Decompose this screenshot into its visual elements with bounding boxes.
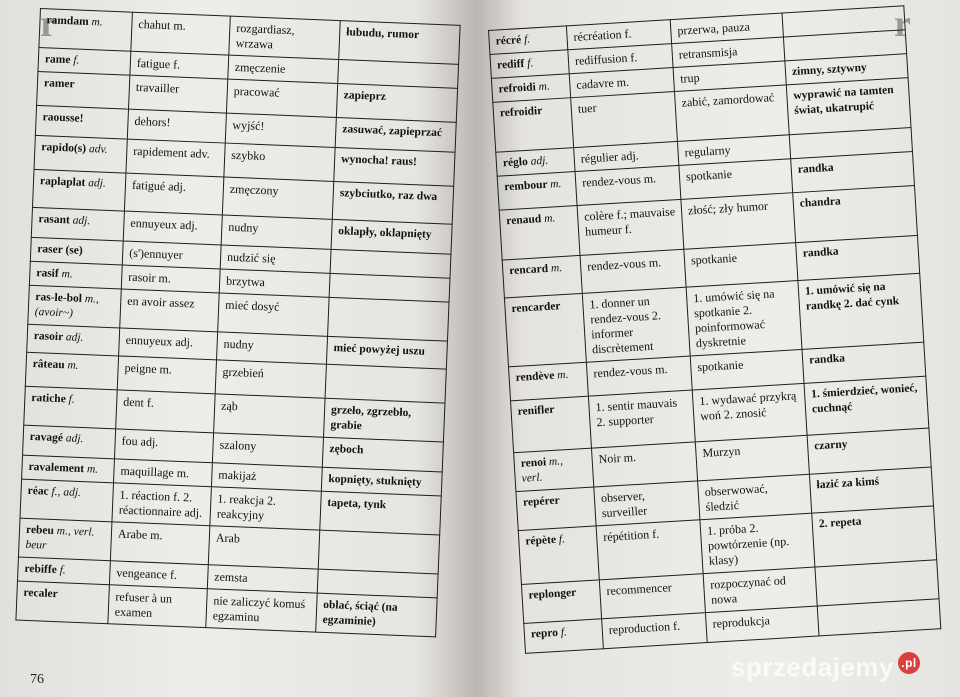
polish-translation: zabić, zamordować (674, 85, 789, 142)
part-of-speech: m. (86, 463, 99, 476)
french-equivalent: rapidement adv. (126, 139, 225, 177)
part-of-speech: f. (523, 33, 531, 46)
polish-slang: łazić za kimś (809, 467, 933, 513)
headword-cell (37, 71, 130, 109)
part-of-speech: m. (67, 359, 79, 372)
polish-slang: randka (796, 235, 920, 280)
left-page (0, 0, 474, 697)
polish-slang: zapieprz (336, 84, 457, 123)
headword: repérer (522, 494, 560, 509)
polish-slang: zęboch (322, 437, 443, 472)
section-letter: r (894, 3, 911, 45)
french-equivalent: ennuyeux adj. (123, 211, 222, 245)
headword: rencard (508, 262, 549, 278)
watermark-logo (731, 652, 920, 683)
french-equivalent: 1. donner un rendez-vous 2. informer discrètement (582, 287, 690, 362)
polish-slang (318, 530, 439, 574)
polish-slang: zimny, sztywny (785, 54, 908, 85)
part-of-speech: m. (550, 262, 563, 275)
french-equivalent: fatigué adj. (124, 173, 223, 215)
part-of-speech: f. (68, 393, 75, 406)
polish-slang: wyprawić na tamten świat, ukatrupić (786, 78, 911, 135)
part-of-speech: adj. (65, 432, 84, 446)
headword-cell (29, 261, 122, 289)
headword: rendève (515, 369, 555, 384)
headword-cell (521, 580, 601, 624)
french-equivalent: peigne m. (117, 356, 216, 394)
section-letter: r (40, 3, 57, 45)
polish-translation: zmęczenie (228, 55, 339, 83)
french-equivalent: dehors! (127, 109, 226, 143)
polish-translation: zmęczony (222, 177, 333, 219)
french-equivalent: dent f. (116, 390, 215, 433)
polish-slang: kopnięty, stuknięty (321, 467, 442, 496)
headword-cell (35, 105, 128, 139)
polish-translation: wyjść! (225, 113, 336, 147)
polish-translation: spotkanie (684, 243, 798, 288)
polish-slang: zasuwać, zapieprzać (335, 117, 456, 152)
polish-translation: nudzić się (220, 245, 331, 273)
polish-translation: 1. próba 2. powtórzenie (np. klasy) (700, 513, 815, 574)
french-equivalent: vengeance f. (109, 561, 208, 589)
headword-cell (504, 293, 586, 367)
headword: recaler (23, 586, 58, 601)
headword-cell (28, 285, 121, 328)
headword-cell (32, 169, 125, 211)
french-equivalent: ennuyeux adj. (119, 328, 218, 360)
french-equivalent: 1. sentir mauvais 2. supporter (588, 390, 695, 448)
part-of-speech: adj. (88, 177, 107, 190)
headword-cell (23, 425, 116, 459)
part-of-speech: m. (556, 368, 569, 382)
dictionary-table-right (488, 5, 941, 654)
polish-translation: obserwować, śledzić (698, 474, 812, 520)
polish-slang: randka (802, 342, 926, 383)
headword-cell (24, 386, 117, 429)
headword-cell (493, 98, 574, 153)
polish-slang: tapeta, tynk (320, 491, 441, 535)
headword-cell (502, 255, 582, 298)
polish-slang: randka (791, 152, 915, 193)
french-equivalent: 1. réaction f. 2. réactionnaire adj. (112, 483, 211, 526)
polish-translation: ząb (214, 394, 325, 437)
headword-cell (22, 455, 115, 483)
headword-cell (30, 237, 123, 265)
headword-cell (509, 362, 589, 401)
french-equivalent: recommencer (599, 574, 705, 619)
polish-translation: spotkanie (690, 349, 804, 390)
part-of-speech: f. (558, 533, 566, 546)
french-equivalent: rasoir m. (121, 265, 220, 293)
part-of-speech: m. (91, 16, 103, 29)
french-equivalent: colère f.; mauvaise humeur f. (577, 199, 684, 255)
headword: rembour (504, 178, 548, 194)
french-equivalent: reproduction f. (602, 613, 708, 649)
headword: ramer (43, 77, 75, 91)
part-of-speech: f. (526, 57, 534, 70)
polish-translation: Arab (208, 526, 319, 569)
polish-translation: makijaż (211, 463, 322, 491)
french-equivalent: chahut m. (131, 12, 230, 55)
headword-cell (514, 448, 594, 492)
part-of-speech: m. (549, 177, 562, 191)
headword: rame (44, 53, 71, 67)
polish-translation: pracować (226, 79, 337, 117)
part-of-speech: f. (73, 54, 80, 67)
headword-cell (20, 479, 113, 522)
polish-translation: szalony (212, 433, 323, 467)
headword: râteau (32, 357, 65, 372)
french-equivalent: fatigue f. (130, 51, 229, 79)
polish-translation: mieć dosyć (218, 293, 329, 336)
polish-translation: rozpoczynać od nowa (703, 567, 817, 613)
headword: renoi (520, 456, 547, 470)
french-equivalent: observer, surveiller (594, 481, 700, 526)
headword-cell (34, 135, 127, 173)
part-of-speech: m., verl. (521, 455, 564, 485)
headword-cell (499, 206, 580, 261)
polish-slang: wynocha! raus! (334, 147, 455, 186)
part-of-speech: m. (538, 80, 551, 94)
part-of-speech: adv. (88, 143, 108, 156)
headword: ramdam (46, 14, 89, 28)
headword: raousse! (42, 111, 84, 125)
polish-translation: reprodukcja (705, 606, 819, 643)
headword: ravalement (28, 460, 85, 476)
headword: raplaplat (39, 175, 86, 189)
polish-translation: regularny (677, 135, 790, 166)
headword: raser (se) (37, 243, 83, 257)
french-equivalent: Noir m. (591, 442, 697, 487)
polish-slang: mieć powyżej uszu (326, 336, 447, 369)
french-equivalent: cadavre m. (569, 68, 674, 98)
polish-translation: 1. wydawać przykrą woń 2. znosić (692, 383, 807, 442)
watermark-badge: .pl (898, 652, 920, 674)
part-of-speech: m. (543, 212, 556, 225)
french-equivalent: fou adj. (114, 429, 213, 463)
headword: refroidi (498, 81, 537, 96)
polish-translation: 1. umówić się na spotkanie 2. poinformować dyskretnie (686, 281, 802, 357)
dictionary-table-left (15, 8, 460, 637)
headword-cell (518, 526, 599, 585)
french-equivalent: rendez-vous m. (575, 165, 681, 205)
polish-slang: szybciutko, raz dwa (332, 181, 453, 224)
headword: rasoir (33, 330, 64, 344)
polish-slang: łubudu, rumor (339, 21, 460, 65)
polish-translation: brzytwa (219, 269, 330, 297)
headword: rencarder (511, 300, 561, 316)
part-of-speech: f. (560, 626, 568, 639)
french-equivalent: travailler (129, 75, 228, 113)
polish-translation: retransmisja (672, 37, 785, 68)
french-equivalent: récréation f. (566, 20, 671, 50)
watermark-text: sprzedajemy (730, 652, 894, 682)
headword-cell (17, 557, 110, 585)
right-page (474, 0, 960, 697)
french-equivalent: (s')ennuyer (122, 241, 221, 269)
part-of-speech: m., (avoir~) (34, 293, 100, 320)
headword: ravagé (29, 430, 64, 445)
headword: rebiffe (24, 562, 58, 577)
headword: rapido(s) (41, 141, 87, 155)
french-equivalent: répétition f. (596, 520, 703, 580)
headword: répète (525, 533, 557, 548)
polish-translation: nudny (221, 215, 332, 249)
polish-slang (328, 297, 449, 341)
french-equivalent: régulier adj. (574, 141, 679, 171)
part-of-speech: f., adj. (51, 485, 82, 500)
french-equivalent: Arabe m. (110, 522, 209, 565)
part-of-speech: m., verl. beur (25, 525, 95, 552)
headword-cell (516, 487, 596, 531)
polish-translation: trup (673, 61, 786, 92)
polish-slang: grzeło, zgrzebło, grabie (324, 398, 445, 442)
part-of-speech: f. (59, 564, 67, 577)
headword: rediff (496, 57, 525, 72)
polish-translation: 1. reakcja 2. reakcyjny (210, 487, 321, 530)
headword: ratiche (31, 391, 67, 406)
part-of-speech: m. (61, 268, 73, 281)
headword: replonger (528, 586, 577, 602)
headword-cell (497, 172, 577, 211)
polish-translation: grzebień (215, 360, 326, 398)
polish-slang (817, 599, 941, 636)
polish-translation: złość; zły humor (681, 193, 796, 250)
headword-cell (39, 9, 132, 52)
polish-translation: szybko (224, 143, 335, 181)
french-equivalent: rendez-vous m. (580, 249, 686, 293)
headword: renifler (517, 403, 555, 418)
polish-slang: 1. umówić się na randkę 2. dać cynk (798, 273, 924, 349)
polish-slang: czarny (807, 428, 931, 474)
polish-slang: oblać, ściąć (na egzaminie) (316, 593, 437, 637)
french-equivalent: rendez-vous m. (586, 356, 692, 396)
french-equivalent: en avoir assez (120, 289, 219, 332)
headword-cell (27, 324, 120, 356)
part-of-speech: adj. (530, 154, 549, 168)
polish-slang (325, 364, 446, 403)
polish-slang: chandra (793, 185, 918, 242)
page-number: 76 (30, 672, 44, 687)
headword-cell (31, 207, 124, 241)
headword: repro (530, 626, 559, 641)
part-of-speech: adj. (65, 331, 84, 345)
headword: rebeu (25, 523, 55, 537)
headword-cell (16, 581, 109, 624)
french-equivalent: tuer (571, 92, 678, 148)
part-of-speech: adj. (72, 214, 91, 228)
headword: refroidir (499, 104, 543, 120)
headword: réglo (502, 155, 529, 170)
polish-translation: przerwa, pauza (670, 13, 783, 44)
french-equivalent: refuser à un examen (108, 585, 207, 628)
polish-slang: oklapły, oklapnięty (331, 219, 452, 254)
headword-cell (25, 352, 118, 390)
polish-translation: spotkanie (679, 159, 793, 200)
headword: renaud (506, 213, 542, 228)
polish-translation: zemsta (207, 565, 318, 593)
french-equivalent: rediffusion f. (568, 44, 673, 74)
polish-translation: nudny (217, 332, 328, 364)
headword: réac (27, 484, 49, 498)
polish-translation: Murzyn (695, 435, 809, 481)
french-equivalent: maquillage m. (114, 459, 213, 487)
headword: rasant (38, 213, 71, 227)
polish-slang: 1. śmierdzieć, wonieć, cuchnąć (804, 376, 929, 435)
headword-cell (38, 47, 131, 75)
polish-slang: 2. repeta (812, 506, 937, 567)
polish-translation: nie zaliczyć komuś egzaminu (206, 589, 317, 632)
headword: récré (495, 34, 522, 48)
headword-cell (524, 619, 604, 654)
headword-cell (511, 396, 592, 453)
headword: ras-le-bol (35, 291, 83, 305)
polish-translation: rozgardiasz, wrzawa (229, 16, 340, 59)
headword-cell (18, 518, 111, 561)
headword: rasif (36, 267, 59, 280)
